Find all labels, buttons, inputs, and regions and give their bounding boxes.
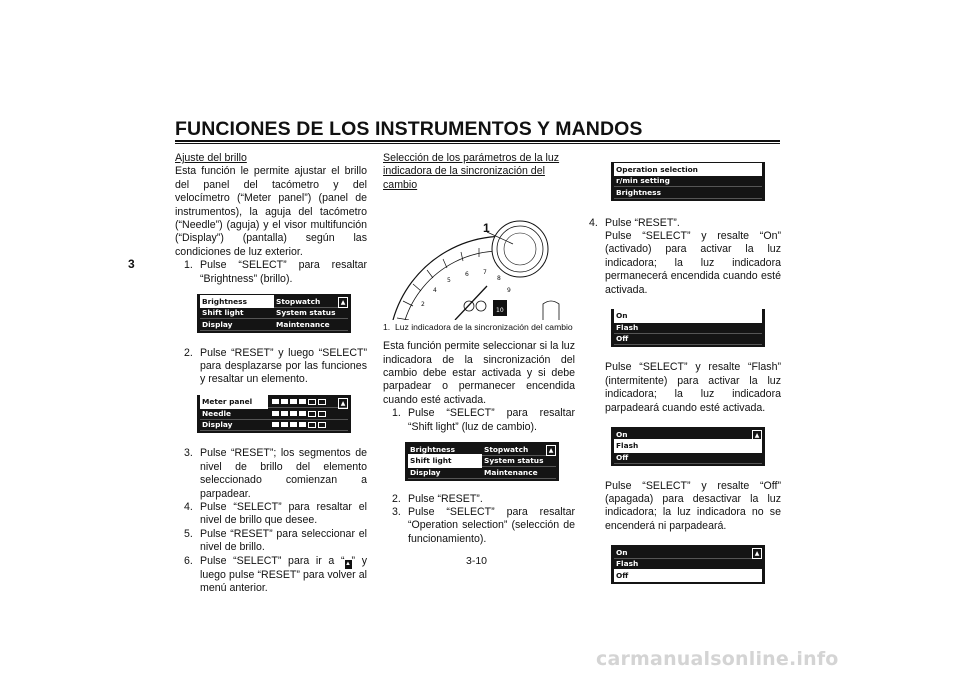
svg-text:6: 6 — [465, 271, 469, 279]
back-arrow-icon: ▲ — [546, 445, 556, 456]
tachometer-figure — [383, 200, 575, 320]
shift-step-4: 4. Pulse “RESET”. — [589, 216, 680, 229]
back-arrow-icon: ▲ — [752, 548, 762, 559]
shift-intro-paragraph: Esta función permite seleccionar si la luz indicadora de la sincronización del cambio debe estar activada y si debe parpadear o permanecer encendida cuando esté activada. — [383, 340, 575, 406]
callout-1: 1 — [483, 221, 490, 236]
svg-text:4: 4 — [433, 287, 437, 295]
svg-text:8: 8 — [497, 275, 501, 283]
lcd-shift-light-menu: Operation selection r/min setting Brightness ▲ — [611, 162, 765, 201]
page-title: FUNCIONES DE LOS INSTRUMENTOS Y MANDOS — [175, 118, 643, 140]
title-rule-thin — [175, 143, 780, 144]
chapter-number: 3 — [128, 257, 135, 271]
page-number: 3-10 — [466, 555, 488, 567]
intro-paragraph: Esta función le permite ajustar el brillo del panel del tacómetro y del velocímetro (“Meter panel”) (panel de instrumentos), la aguja del tacómetro (“Needle”) (aguja) y el visor multifunción (“Display”) (pantalla) según las condiciones de luz exterior. — [175, 165, 367, 258]
back-arrow-icon: ▲ — [338, 398, 348, 409]
column-shift-light — [383, 152, 575, 546]
lcd-flash-selected: On Flash Off ▲ — [611, 427, 765, 466]
step-6: 6. Pulse “SELECT” para ir a “▲” y luego pulse “RESET” para volver al menú anterior. — [184, 554, 367, 594]
svg-text:10: 10 — [496, 307, 504, 315]
svg-text:2: 2 — [421, 301, 425, 309]
paragraph-off: Pulse “SELECT” y resalte “Off” (apagada) para desactivar la luz indicadora; la luz indicadora no se encenderá ni parpadeará. — [605, 479, 781, 532]
step-2: 2. Pulse “RESET” y luego “SELECT” para desplazarse por las funciones y resaltar un elemento. — [184, 346, 367, 386]
lcd-on-selected: On Flash Off ▲ — [611, 309, 765, 348]
back-arrow-icon: ▲ — [338, 297, 348, 308]
lcd-main-menu: Brightness Stopwatch Shift light System status Display Maintenance ▲ — [197, 294, 351, 333]
svg-text:9: 9 — [507, 287, 511, 295]
paragraph-flash: Pulse “SELECT” y resalte “Flash” (intermitente) para activar la luz indicadora; la luz indicadora parpadeará cuando esté activada. — [605, 361, 781, 414]
section-heading-brightness: Ajuste del brillo — [175, 152, 247, 164]
title-rule — [175, 140, 780, 142]
back-arrow-icon: ▲ — [345, 560, 351, 567]
column-operation-selection — [589, 152, 781, 584]
shift-step-2: 2. Pulse “RESET”. — [392, 492, 483, 505]
paragraph-on: Pulse “SELECT” y resalte “On” (activado) para activar la luz indicadora; la luz indicadora permanecerá encendida cuando esté activada. — [605, 229, 781, 296]
back-arrow-icon: ▲ — [752, 165, 762, 176]
step-1: 1. Pulse “SELECT” para resaltar “Brightness” (brillo). — [184, 259, 367, 285]
watermark-url: carmanualsonline.info — [596, 648, 839, 670]
svg-text:7: 7 — [483, 269, 487, 277]
svg-text:5: 5 — [447, 277, 451, 285]
lcd-brightness-menu: Meter panel Needle Display ▲ — [197, 395, 351, 434]
section-heading-shift-light: Selección de los parámetros de la luz indicadora de la sincronización del cambio — [383, 152, 560, 191]
shift-step-1: 1. Pulse “SELECT” para resaltar “Shift light” (luz de cambio). — [392, 407, 575, 433]
shift-step-3: 3. Pulse “SELECT” para resaltar “Operation selection” (selección de funcionamiento). — [392, 505, 575, 545]
back-arrow-icon: ▲ — [752, 430, 762, 441]
lcd-main-menu-shift: Brightness Stopwatch Shift light System status Display Maintenance ▲ — [405, 442, 559, 481]
column-brightness — [175, 152, 367, 595]
step-3: 3. Pulse “RESET”; los segmentos de nivel de brillo del elemento seleccionado comienzan a parpadear. — [184, 447, 367, 500]
back-arrow-icon: ▲ — [752, 312, 762, 323]
step-4: 4. Pulse “SELECT” para resaltar el nivel de brillo que desee. — [184, 500, 367, 527]
step-5: 5. Pulse “RESET” para seleccionar el nivel de brillo. — [184, 527, 367, 554]
figure-caption: 1. Luz indicadora de la sincronización del cambio — [383, 322, 573, 333]
lcd-off-selected: On Flash Off ▲ — [611, 545, 765, 584]
